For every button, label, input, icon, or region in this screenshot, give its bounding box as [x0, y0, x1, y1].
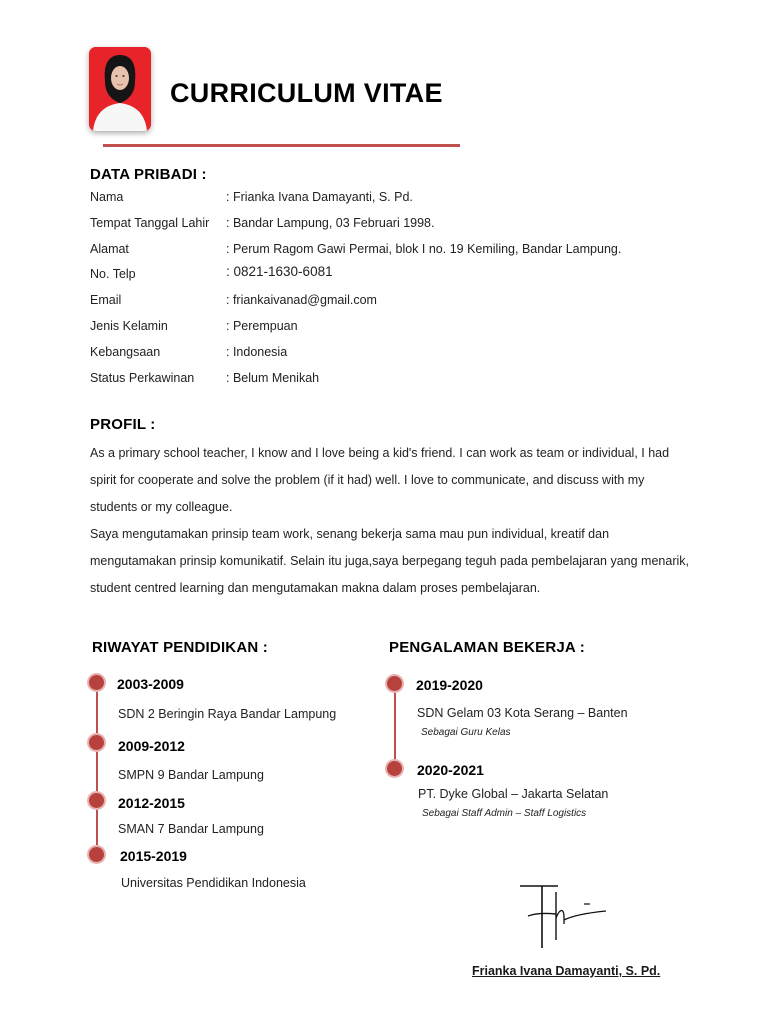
- data-pribadi-heading: DATA PRIBADI :: [90, 166, 207, 183]
- signature-name: Frianka Ivana Damayanti, S. Pd.: [472, 964, 661, 978]
- education-school: SMPN 9 Bandar Lampung: [118, 768, 264, 782]
- work-timeline-line: [394, 684, 396, 769]
- pendidikan-heading: RIWAYAT PENDIDIKAN :: [92, 639, 268, 656]
- row-value: : Belum Menikah: [226, 371, 320, 385]
- row-label: Jenis Kelamin: [90, 319, 168, 333]
- page-title: CURRICULUM VITAE: [170, 78, 443, 108]
- education-school: SMAN 7 Bandar Lampung: [118, 822, 264, 836]
- row-value: : Perum Ragom Gawi Permai, blok I no. 19 Kemiling, Bandar Lampung.: [226, 242, 622, 256]
- row-label: No. Telp: [90, 267, 136, 281]
- work-place: PT. Dyke Global – Jakarta Selatan: [418, 787, 609, 801]
- education-years: 2003-2009: [117, 676, 184, 692]
- row-label: Nama: [90, 190, 124, 204]
- row-label: Status Perkawinan: [90, 371, 195, 385]
- row-value: : Bandar Lampung, 03 Februari 1998.: [226, 216, 435, 230]
- work-role: Sebagai Guru Kelas: [421, 727, 511, 738]
- row-label: Tempat Tanggal Lahir: [90, 216, 210, 230]
- timeline-dot: [89, 735, 104, 750]
- work-place: SDN Gelam 03 Kota Serang – Banten: [417, 706, 628, 720]
- education-school: SDN 2 Beringin Raya Bandar Lampung: [118, 707, 337, 721]
- education-years: 2015-2019: [120, 848, 187, 864]
- row-label: Kebangsaan: [90, 345, 161, 359]
- handwritten-signature: [516, 880, 616, 952]
- education-years: 2009-2012: [118, 738, 185, 754]
- work-years: 2019-2020: [416, 677, 483, 693]
- row-value: : friankaivanad@gmail.com: [226, 293, 377, 307]
- profile-photo: [89, 47, 151, 131]
- profile-paragraph-indonesian: Saya mengutamakan prinsip team work, senang bekerja sama mau pun individual, kreatif dan mengutamakan prinsip komunikatif. Selain itu juga,saya berpegang teguh pada pembelajaran yang menarik, student centred learning dan mengutamakan makna dalam proses pembelajaran.: [90, 527, 689, 595]
- education-timeline-line: [96, 683, 98, 855]
- timeline-dot: [387, 676, 402, 691]
- timeline-dot: [89, 675, 104, 690]
- row-value: : Perempuan: [226, 319, 298, 333]
- profil-heading: PROFIL :: [90, 416, 156, 433]
- pengalaman-heading: PENGALAMAN BEKERJA :: [389, 639, 585, 656]
- person-portrait-icon: [89, 47, 151, 131]
- timeline-dot: [89, 847, 104, 862]
- row-value: : 0821-1630-6081: [226, 264, 333, 279]
- profile-paragraph-english: As a primary school teacher, I know and I love being a kid's friend. I can work as team or individual, I had spirit for cooperate and solve the problem (if it had) well. I love to communicate, and discuss with my students or my colleague.: [90, 446, 670, 514]
- timeline-dot: [89, 793, 104, 808]
- row-value: : Indonesia: [226, 345, 288, 359]
- profile-text: [90, 440, 690, 602]
- work-years: 2020-2021: [417, 762, 484, 778]
- education-years: 2012-2015: [118, 795, 185, 811]
- timeline-dot: [387, 761, 402, 776]
- education-school: Universitas Pendidikan Indonesia: [121, 876, 306, 890]
- row-label: Email: [90, 293, 122, 307]
- work-role: Sebagai Staff Admin – Staff Logistics: [422, 808, 587, 819]
- row-label: Alamat: [90, 242, 129, 256]
- title-divider: [103, 144, 460, 147]
- row-value: : Frianka Ivana Damayanti, S. Pd.: [226, 190, 413, 204]
